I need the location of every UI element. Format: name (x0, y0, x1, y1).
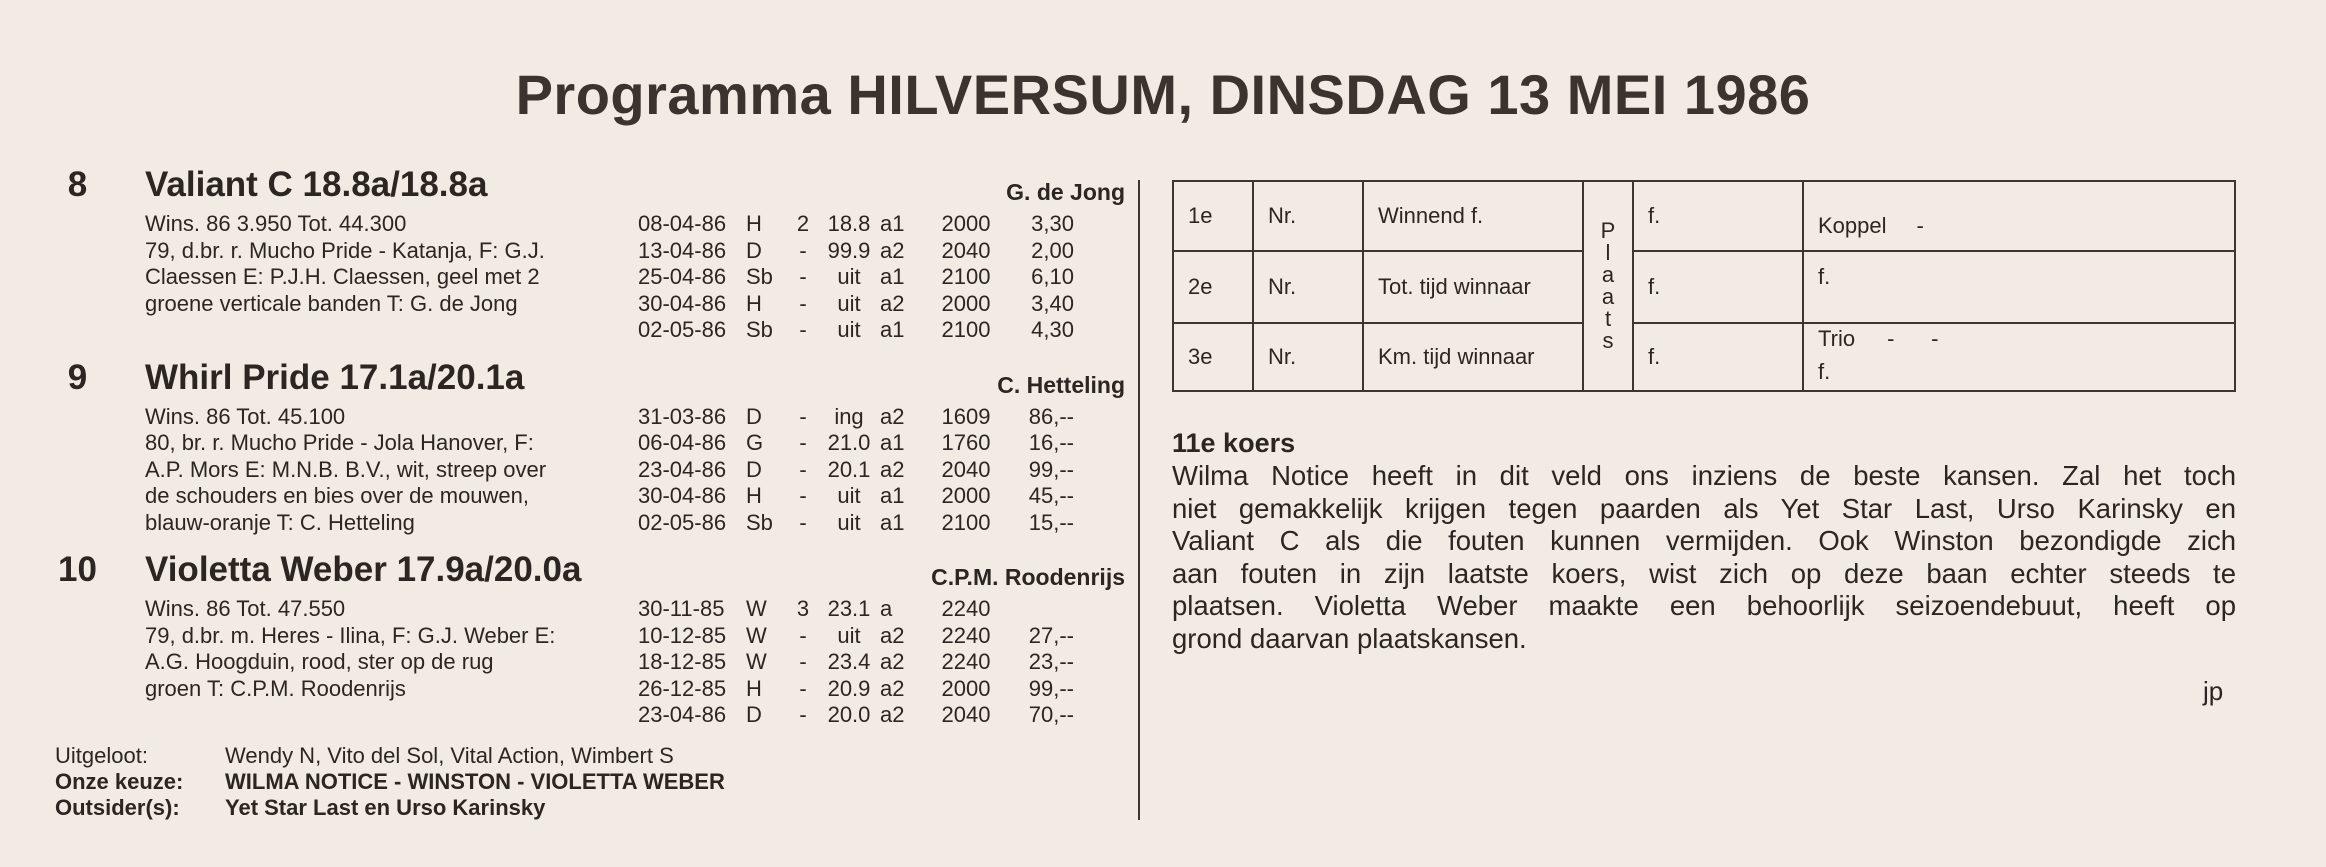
result-odds: 70,-- (1028, 702, 1074, 727)
result-row (638, 649, 1125, 676)
result-cat: a2 (880, 702, 905, 727)
trio-cell (1803, 323, 2235, 391)
outsiders-line (55, 795, 725, 821)
result-odds: 23,-- (1028, 649, 1074, 674)
result-track: Sb (746, 317, 773, 342)
grid-pos: 3e (1173, 323, 1253, 391)
race-commentary (1172, 460, 2236, 655)
result-place: 2 (796, 211, 810, 236)
result-cat: a1 (880, 317, 905, 342)
result-place: - (799, 483, 807, 508)
result-time: uit (837, 622, 861, 648)
result-row (638, 404, 1125, 431)
result-date: 26-12-85 (638, 675, 727, 701)
result-row (638, 702, 1125, 729)
result-cat: a2 (880, 403, 905, 429)
result-dist: 2000 (941, 290, 991, 316)
koppel-cell (1803, 181, 2235, 323)
result-cat: a1 (880, 483, 905, 508)
result-dist: 2000 (941, 675, 991, 701)
description-line: groen T: C.P.M. Roodenrijs (145, 675, 406, 701)
result-track: W (746, 596, 767, 621)
result-date: 30-04-86 (638, 290, 727, 316)
race-line: grond daarvan plaatskansen. (1172, 622, 1527, 654)
result-track: G (746, 430, 764, 455)
result-row (638, 317, 1125, 344)
koppel-row (1804, 202, 2234, 252)
horse-description (145, 211, 635, 317)
results-table (638, 211, 1125, 344)
result-time: 21.0 (827, 430, 871, 455)
horse-trainer: G. de Jong (1006, 179, 1125, 205)
result-cat: a2 (880, 622, 905, 648)
column-divider (1138, 180, 1140, 820)
result-dist: 2040 (941, 702, 991, 727)
result-track: H (746, 483, 762, 508)
result-time: uit (837, 264, 861, 289)
result-place: - (799, 430, 807, 455)
result-odds: 2,00 (1031, 237, 1074, 263)
result-row (638, 457, 1125, 484)
plaats-letter: t (1604, 306, 1612, 331)
grid-nr: Nr. (1253, 181, 1363, 251)
result-dist: 1760 (941, 430, 991, 455)
author-signature: jp (2203, 676, 2224, 706)
grid-row (1173, 323, 2235, 391)
result-odds: 3,30 (1031, 211, 1074, 236)
description-line: Wins. 86 3.950 Tot. 44.300 (145, 211, 407, 236)
description-line: Claessen E: P.J.H. Claessen, geel met 2 (145, 264, 540, 289)
result-track: Sb (746, 509, 773, 535)
race-line: plaatsen. Violetta Weber maakte een behoorlijk seizoendebuut, heeft op (1172, 590, 2236, 621)
result-row (638, 430, 1125, 457)
result-row (638, 483, 1125, 510)
uitgeloot-label: Uitgeloot: (55, 743, 148, 768)
result-dist: 2100 (941, 317, 991, 342)
plaats-letter: a (1601, 262, 1615, 287)
result-place: - (799, 237, 807, 263)
horse-description (145, 596, 635, 702)
result-place: - (799, 649, 807, 674)
description-line: Wins. 86 Tot. 47.550 (145, 596, 346, 621)
horse-entry (50, 358, 1125, 537)
result-odds (1006, 596, 1074, 623)
race-line: aan fouten in zijn laatste koers, wist zich op deze baan echter steeds te (1172, 557, 2236, 589)
koppel-f: f. (1818, 264, 1831, 289)
result-row (638, 291, 1125, 318)
keuze-label: Onze keuze: (55, 769, 184, 794)
result-odds: 6,10 (1031, 264, 1074, 289)
race-line: Wilma Notice heeft in dit veld ons inziens de beste kansen. Zal het toch (1172, 460, 2236, 491)
result-date: 31-03-86 (638, 403, 727, 429)
result-row (638, 596, 1125, 623)
result-time: uit (837, 317, 861, 342)
trio-f-row (1804, 354, 2234, 390)
plaats-letter: P (1600, 218, 1616, 243)
koppel-f-row (1804, 252, 2234, 302)
result-odds: 15,-- (1028, 509, 1074, 535)
result-row (638, 211, 1125, 238)
result-odds: 99,-- (1028, 456, 1074, 482)
description-line: Wins. 86 Tot. 45.100 (145, 403, 346, 429)
result-row (638, 238, 1125, 265)
uitgeloot-value: Wendy N, Vito del Sol, Vital Action, Wimbert S (225, 743, 674, 768)
selection-summary (55, 743, 725, 821)
result-time: 20.9 (827, 675, 871, 701)
keuze-line (55, 769, 725, 795)
result-track: D (746, 403, 762, 429)
result-place: - (799, 509, 807, 535)
result-date: 10-12-85 (638, 622, 727, 648)
result-row (638, 623, 1125, 650)
result-date: 23-04-86 (638, 456, 727, 482)
result-odds: 27,-- (1028, 622, 1074, 648)
result-track: W (746, 649, 767, 674)
result-odds: 86,-- (1028, 403, 1074, 429)
koppel-dash: - (1916, 213, 1924, 238)
result-dist: 2000 (941, 211, 991, 236)
plaats-letter: s (1602, 328, 1614, 353)
result-date: 18-12-85 (638, 649, 727, 674)
grid-nr: Nr. (1253, 323, 1363, 391)
result-odds: 16,-- (1028, 430, 1074, 455)
result-track: H (746, 290, 762, 316)
result-cat: a2 (880, 290, 905, 316)
result-track: H (746, 211, 762, 236)
uitgeloot-line (55, 743, 725, 769)
result-cat: a1 (880, 509, 905, 535)
result-dist: 2000 (941, 483, 991, 508)
result-dist: 2240 (941, 649, 991, 674)
result-track: D (746, 456, 762, 482)
page-title: Programma HILVERSUM, DINSDAG 13 MEI 1986 (515, 63, 1811, 126)
result-grid (1172, 180, 2236, 392)
horse-name: Violetta Weber 17.9a/20.0a (145, 550, 582, 589)
result-date: 30-04-86 (638, 483, 727, 508)
result-time: 20.1 (827, 456, 871, 482)
result-time: 23.1 (827, 596, 871, 621)
result-time: uit (837, 509, 861, 535)
result-date: 02-05-86 (638, 509, 727, 535)
result-date: 13-04-86 (638, 237, 727, 263)
grid-pos: 1e (1173, 181, 1253, 251)
result-odds: 3,40 (1031, 290, 1074, 316)
result-time: 23.4 (827, 649, 871, 674)
result-place: - (799, 290, 807, 316)
results-table (638, 404, 1125, 537)
result-date: 23-04-86 (638, 702, 727, 727)
result-dist: 2040 (941, 456, 991, 482)
grid-pos: 2e (1173, 251, 1253, 323)
horse-description (145, 404, 635, 537)
plaats-f-1: f. (1633, 181, 1803, 251)
result-cat: a1 (880, 264, 905, 289)
result-place: - (799, 403, 807, 429)
result-cat: a2 (880, 237, 905, 263)
grid-label: Km. tijd winnaar (1363, 323, 1583, 391)
description-line: groene verticale banden T: G. de Jong (145, 290, 518, 316)
result-place: - (799, 622, 807, 648)
description-line: A.G. Hoogduin, rood, ster op de rug (145, 649, 494, 674)
horse-list (50, 165, 1125, 743)
horse-header (50, 358, 1125, 404)
description-line: 79, d.br. m. Heres - Ilina, F: G.J. Weber E: (145, 622, 556, 648)
plaats-letter: a (1601, 284, 1615, 309)
result-place: - (799, 317, 807, 342)
grid-row (1173, 181, 2235, 251)
result-date: 06-04-86 (638, 430, 727, 455)
horse-header (50, 550, 1125, 596)
koppel-label: Koppel (1818, 213, 1887, 238)
result-dist: 1609 (941, 403, 991, 429)
trio-row (1804, 324, 2234, 354)
race-line: Valiant C als die fouten kunnen vermijden. Ook Winston bezondigde zich (1172, 525, 2236, 556)
trio-f: f. (1818, 359, 1831, 384)
result-track: D (746, 702, 762, 727)
description-line: A.P. Mors E: M.N.B. B.V., wit, streep over (145, 456, 547, 482)
horse-number: 8 (67, 165, 88, 204)
grid-label: Winnend f. (1363, 181, 1583, 251)
result-place: 3 (796, 596, 810, 621)
race-line: niet gemakkelijk krijgen tegen paarden als Yet Star Last, Urso Karinsky en (1172, 492, 2236, 524)
result-place: - (799, 264, 807, 289)
race-heading: 11e koers (1172, 428, 1296, 458)
result-date: 08-04-86 (638, 211, 727, 236)
result-row (638, 676, 1125, 703)
result-dist: 2040 (941, 237, 991, 263)
result-cat: a1 (880, 430, 905, 455)
description-line: 80, br. r. Mucho Pride - Jola Hanover, F: (145, 430, 534, 455)
result-time: 18.8 (827, 211, 871, 236)
horse-header (50, 165, 1125, 211)
result-dist: 2240 (941, 622, 991, 648)
result-track: Sb (746, 264, 773, 289)
result-place: - (799, 456, 807, 482)
horse-number: 10 (58, 550, 97, 589)
horse-details (50, 404, 1125, 537)
description-line: de schouders en bies over de mouwen, (145, 483, 530, 508)
horse-details (50, 211, 1125, 344)
outsiders-value: Yet Star Last en Urso Karinsky (225, 795, 546, 820)
horse-trainer: C. Hetteling (997, 371, 1125, 398)
result-row (638, 510, 1125, 537)
grid-label: Tot. tijd winnaar (1363, 251, 1583, 323)
horse-entry (50, 165, 1125, 344)
result-track: W (746, 622, 767, 648)
result-dist: 2100 (941, 264, 991, 289)
result-track: H (746, 675, 762, 701)
result-time: 99.9 (827, 237, 871, 263)
plaats-f-3: f. (1633, 323, 1803, 391)
result-odds: 99,-- (1028, 675, 1074, 701)
keuze-value: WILMA NOTICE - WINSTON - VIOLETTA WEBER (225, 769, 725, 794)
result-place: - (799, 675, 807, 701)
result-cat: a2 (880, 675, 905, 701)
horse-trainer: C.P.M. Roodenrijs (931, 564, 1125, 590)
trio-dashes: - - (1887, 326, 1939, 351)
result-time: uit (837, 483, 861, 508)
result-date: 30-11-85 (638, 596, 725, 621)
result-cat: a2 (880, 649, 905, 674)
result-row (638, 264, 1125, 291)
description-line: 79, d.br. r. Mucho Pride - Katanja, F: G.J. (145, 237, 545, 263)
horse-entry (50, 550, 1125, 729)
horse-name: Valiant C 18.8a/18.8a (145, 165, 488, 204)
result-cat: a2 (880, 456, 905, 482)
result-odds: 45,-- (1028, 483, 1074, 508)
result-odds: 4,30 (1031, 317, 1074, 342)
outsiders-label: Outsider(s): (55, 795, 180, 820)
description-line: blauw-oranje T: C. Hetteling (145, 509, 415, 535)
plaats-letter: l (1605, 240, 1611, 265)
result-place: - (799, 702, 807, 727)
horse-details (50, 596, 1125, 729)
result-date: 25-04-86 (638, 264, 727, 289)
result-date: 02-05-86 (638, 317, 727, 342)
plaats-label (1583, 181, 1633, 391)
trio-label: Trio (1818, 326, 1856, 351)
result-track: D (746, 237, 762, 263)
plaats-f-2: f. (1633, 251, 1803, 323)
horse-number: 9 (67, 357, 88, 397)
result-time: ing (834, 403, 864, 429)
result-time: uit (837, 290, 861, 316)
result-cat: a1 (880, 211, 905, 236)
result-dist: 2240 (941, 596, 991, 621)
result-dist: 2100 (941, 509, 991, 535)
horse-name: Whirl Pride 17.1a/20.1a (145, 357, 525, 397)
results-table (638, 596, 1125, 729)
grid-nr: Nr. (1253, 251, 1363, 323)
result-cat: a (880, 596, 893, 621)
result-time: 20.0 (827, 702, 871, 727)
